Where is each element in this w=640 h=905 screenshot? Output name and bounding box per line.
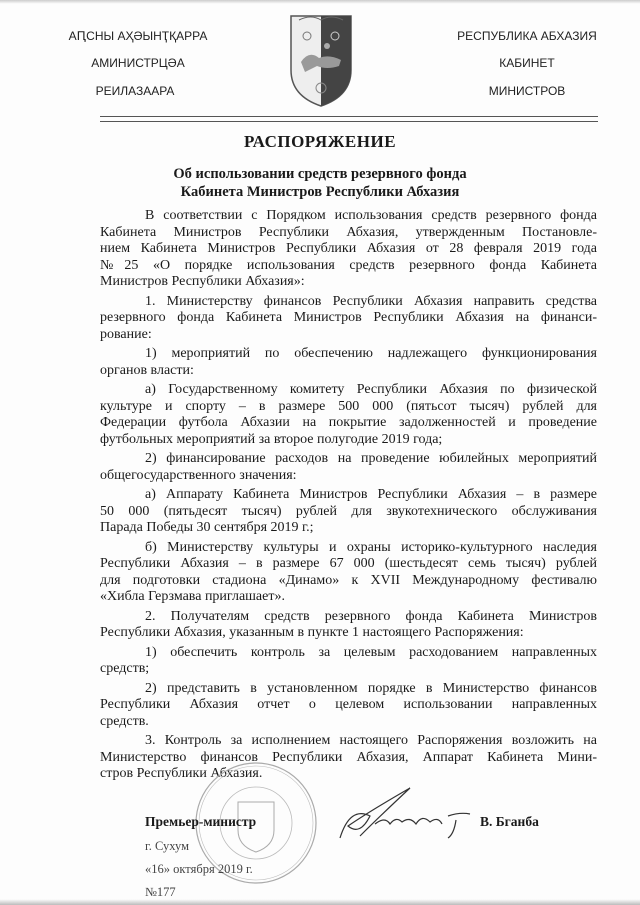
header-right-line-1: РЕСПУБЛИКА АБХАЗИЯ (457, 29, 597, 43)
signer-position: Премьер-министр (145, 814, 257, 829)
body-text-line: культуре и спорту – в размере 500 000 (пятьсот тысяч) рублей для (100, 398, 597, 414)
body-text-line: «Хибла Герзмава приглашает». (100, 589, 285, 604)
body-text-line: нием Кабинета Министров Республики Абхазия от 28 февраля 2019 года (100, 241, 597, 256)
header-divider (100, 116, 598, 122)
handwritten-signature (330, 786, 480, 846)
body-text-line: В соответствии с Порядком использования средств резервного фонда (145, 208, 597, 223)
body-text-line: средств; (100, 661, 150, 676)
date: «16» октября 2019 г. (145, 862, 253, 876)
body-text-line: общегосударственного значения: (100, 467, 297, 483)
body-text-line: 2. Получателям средств резервного фонда Кабинета Министров (145, 608, 597, 624)
body-text-line: Федерации футбола Абхазии на покрытие задолженностей и проведение (100, 415, 597, 430)
header-left-line-3: РЕИЛАЗААРА (95, 84, 175, 98)
header-left-line-1: АԤСНЫ АҲӘЫНҬҚАРРА (68, 29, 208, 43)
body-text-line: а) Аппарату Кабинета Министров Республики Абхазия – в размере (145, 487, 597, 502)
body-text-line: 2) представить в установленном порядке в Министерство финансов (145, 680, 597, 696)
signer-name: В. Бганба (480, 814, 539, 829)
document-number: №177 (145, 885, 176, 899)
body-text-line: резервного фонда Кабинета Министров Республики Абхазия на финанси- (100, 310, 597, 325)
body-text-line: органов власти: (100, 362, 194, 378)
scan-edge (0, 0, 640, 4)
body-text-line: 1) обеспечить контроль за целевым расходованием направленных (145, 644, 597, 660)
body-text-line: а) Государственному комитету Республики Абхазия по физической (145, 382, 597, 397)
body-text-line: футбольных мероприятий за второе полугодие 2019 года; (100, 431, 443, 447)
coat-of-arms-icon (289, 14, 353, 108)
body-text-line: Республики Абхазия – в размере 67 000 (шестьдесят семь тысяч) рублей (100, 556, 597, 571)
body-text-line: средств. (100, 713, 149, 729)
body-text-line: 1. Министерству финансов Республики Абхазия направить средства (145, 293, 597, 309)
body-text-line: 3. Контроль за исполнением настоящего Распоряжения возложить на (145, 733, 597, 748)
body-text-line: Министров Республики Абхазия»: (100, 274, 305, 289)
place: г. Сухум (145, 839, 190, 853)
subject-line-1: Об использовании средств резервного фонда (173, 166, 467, 182)
body-text-line: для подготовки стадиона «Динамо» к XVII Международному фестивалю (100, 572, 597, 588)
subject-line-2: Кабинета Министров Республики Абхазия (180, 184, 460, 200)
body-text-line: б) Министерству культуры и охраны историко-культурного наследия (145, 539, 597, 555)
header-left-line-2: АМИНИСТРЦӘА (91, 56, 185, 70)
document-type: РАСПОРЯЖЕНИЕ (243, 132, 397, 151)
header-right-line-2: КАБИНЕТ (499, 56, 555, 70)
body-text-line: №25 «О порядке использования средств резервного фонда Кабинета (100, 257, 597, 273)
scan-edge (0, 899, 640, 905)
body-text-line: стров Республики Абхазия. (100, 766, 263, 781)
body-text-line: Парада Победы 30 сентября 2019 г.; (100, 520, 314, 535)
body-text-line: 50 000 (пятьдесят тысяч) рублей для звукотехнического обслуживания (100, 503, 597, 519)
body-text-line: 1) мероприятий по обеспечению надлежащего функционирования (145, 346, 597, 361)
body-text-line: рование: (100, 326, 152, 342)
body-text-line: Министерство финансов Республики Абхазия, Аппарат Кабинета Мини- (100, 749, 597, 765)
body-text-line: Кабинета Министров Республики Абхазия, утвержденным Постановле- (100, 224, 597, 240)
body-text-line: Республики Абхазия отчет о целевом использовании направленных (100, 697, 597, 712)
header-right-line-3: МИНИСТРОВ (488, 84, 566, 98)
body-text-line: Республики Абхазия, указанным в пункте 1 настоящего Распоряжения: (100, 625, 524, 640)
body-text-line: 2) финансирование расходов на проведение юбилейных мероприятий (145, 451, 597, 466)
